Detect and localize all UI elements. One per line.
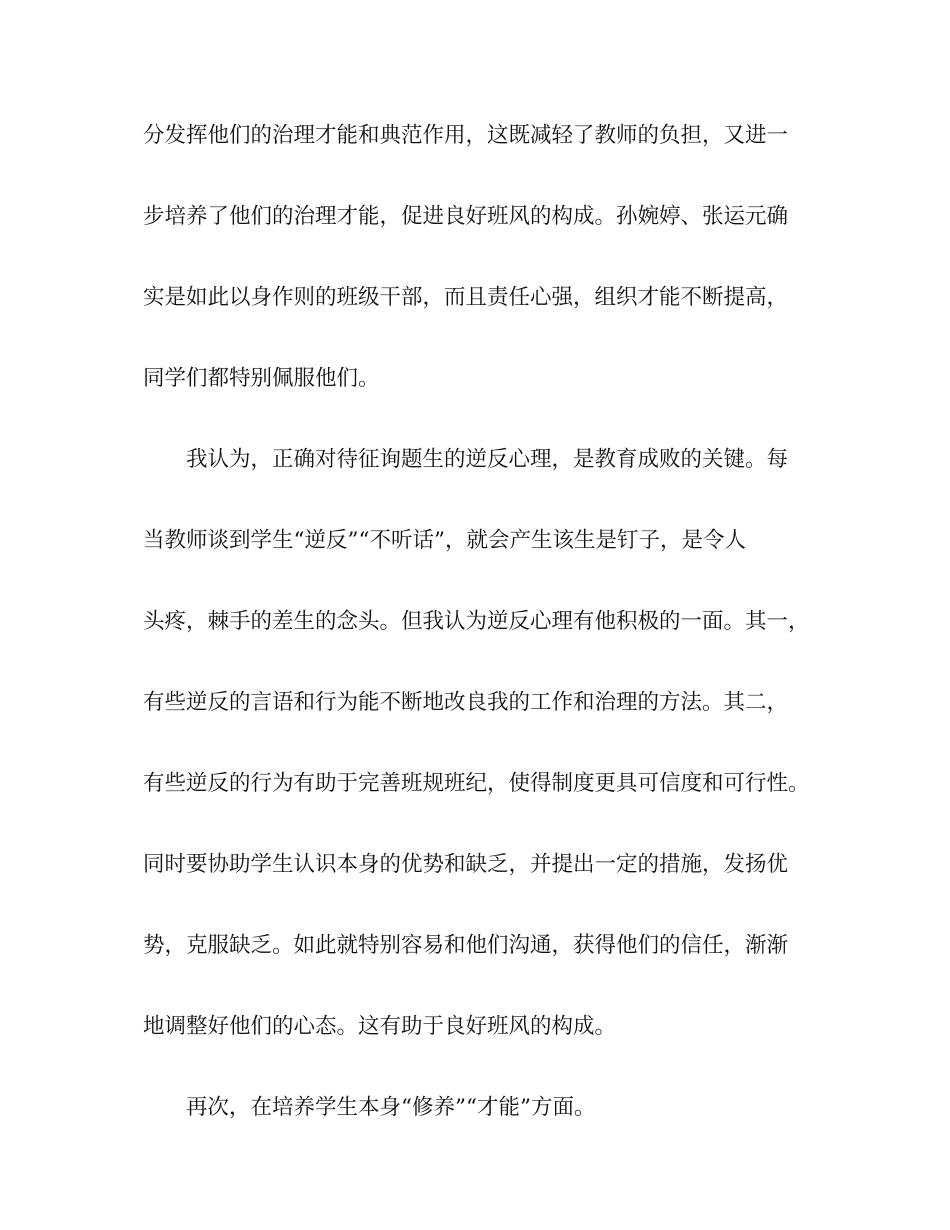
text-line: 地调整好他们的心态。这有助于良好班风的构成。 [143,1014,617,1039]
text-line: 同学们都特别佩服他们。 [143,366,380,391]
paragraph-first-line: 再次，在培养学生本身“修养”“才能”方面。 [186,1095,596,1120]
document-body [143,123,813,1176]
text-line: 当教师谈到学生“逆反”“不听话”，就会产生该生是钉子，是令人 [143,528,746,553]
text-line: 实是如此以身作则的班级干部，而且责任心强，组织才能不断提高， [143,285,789,310]
text-line: 有些逆反的行为有助于完善班规班纪，使得制度更具可信度和可行性。 [143,771,810,796]
text-line: 势，克服缺乏。如此就特别容易和他们沟通，获得他们的信任，渐渐 [143,933,789,958]
text-line: 头疼，棘手的差生的念头。但我认为逆反心理有他积极的一面。其一， [143,609,810,634]
text-line: 步培养了他们的治理才能，促进良好班风的构成。孙婉婷、张运元确 [143,204,789,229]
text-line: 有些逆反的言语和行为能不断地改良我的工作和治理的方法。其二， [143,690,789,715]
text-line: 同时要协助学生认识本身的优势和缺乏，并提出一定的措施，发扬优 [143,852,789,877]
text-line: 分发挥他们的治理才能和典范作用，这既减轻了教师的负担，又进一 [143,123,789,148]
paragraph-first-line: 我认为，正确对待征询题生的逆反心理，是教育成败的关键。每 [186,447,789,472]
